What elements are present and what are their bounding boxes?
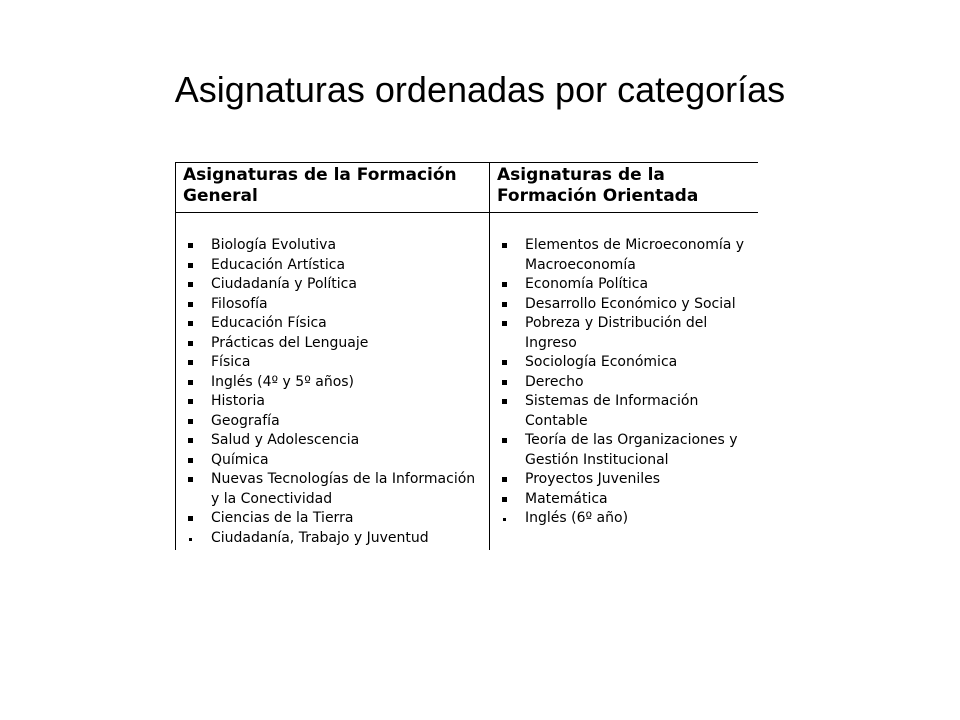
bullet-icon xyxy=(502,243,507,248)
general-column xyxy=(183,162,483,548)
bullet-icon xyxy=(189,538,192,541)
subject-label: Teoría de las Organizaciones y Gestión Institucional xyxy=(525,432,738,468)
list-item xyxy=(497,373,755,393)
subject-label: Inglés (4º y 5º años) xyxy=(211,373,355,390)
bullet-icon xyxy=(502,399,507,404)
bullet-icon xyxy=(188,321,193,326)
subject-label: Sistemas de Información Contable xyxy=(525,393,699,429)
subject-label: Pobreza y Distribución del Ingreso xyxy=(525,315,708,351)
list-item xyxy=(183,275,483,295)
list-item xyxy=(183,431,483,451)
list-item xyxy=(497,470,755,490)
bullet-icon xyxy=(188,458,193,463)
subject-label: Elementos de Microeconomía y Macroeconomía xyxy=(525,237,745,273)
general-subject-list xyxy=(183,236,483,548)
bullet-icon xyxy=(502,477,507,482)
oriented-subject-list xyxy=(497,236,755,529)
list-item xyxy=(497,431,755,470)
subject-label: Filosofía xyxy=(211,295,268,312)
bullet-icon xyxy=(502,380,507,385)
bullet-icon xyxy=(188,360,193,365)
bullet-icon xyxy=(188,399,193,404)
list-item xyxy=(497,314,755,353)
bullet-icon xyxy=(502,438,507,443)
list-item xyxy=(497,392,755,431)
list-item xyxy=(183,236,483,256)
subject-label: Derecho xyxy=(525,373,584,390)
column-divider xyxy=(489,162,490,550)
table-left-border xyxy=(175,162,176,550)
list-item xyxy=(183,295,483,315)
subject-label: Desarrollo Económico y Social xyxy=(525,295,736,312)
bullet-icon xyxy=(188,380,193,385)
subject-label: Sociología Económica xyxy=(525,354,678,370)
list-item xyxy=(183,529,483,549)
subject-label: Educación Física xyxy=(211,315,327,331)
subject-label: Biología Evolutiva xyxy=(211,237,337,253)
list-item xyxy=(183,314,483,334)
list-item xyxy=(497,275,755,295)
subject-label: Economía Política xyxy=(525,276,649,292)
bullet-icon xyxy=(188,438,193,443)
bullet-icon xyxy=(502,360,507,365)
subject-label: Proyectos Juveniles xyxy=(525,471,661,487)
subject-label: Ciudadanía, Trabajo y Juventud xyxy=(211,529,429,546)
subject-label: Geografía xyxy=(211,412,280,429)
bullet-icon xyxy=(188,263,193,268)
subject-label: Salud y Adolescencia xyxy=(211,432,360,448)
list-item xyxy=(497,236,755,275)
subject-label: Ciudadanía y Política xyxy=(211,276,357,292)
bullet-icon xyxy=(502,321,507,326)
subject-label: Inglés (6º año) xyxy=(525,510,629,526)
bullet-icon xyxy=(188,282,193,287)
list-item xyxy=(183,451,483,471)
bullet-icon xyxy=(502,282,507,287)
bullet-icon xyxy=(502,302,507,307)
list-item xyxy=(497,490,755,510)
slide-title: Asignaturas ordenadas por categorías xyxy=(174,69,786,110)
bullet-icon xyxy=(188,419,193,424)
list-item xyxy=(183,373,483,393)
oriented-column xyxy=(497,162,755,529)
list-item xyxy=(183,509,483,529)
list-item xyxy=(183,470,483,509)
bullet-icon xyxy=(503,518,506,521)
subject-label: Nuevas Tecnologías de la Información y la Conectividad xyxy=(211,471,476,507)
list-item xyxy=(183,392,483,412)
list-item xyxy=(497,509,755,529)
subject-label: Ciencias de la Tierra xyxy=(211,510,354,526)
general-column-header: Asignaturas de la Formación General xyxy=(183,165,457,206)
subjects-table xyxy=(175,162,758,550)
bullet-icon xyxy=(188,477,193,482)
bullet-icon xyxy=(188,516,193,521)
subject-label: Historia xyxy=(211,393,265,409)
list-item xyxy=(497,353,755,373)
list-item xyxy=(183,353,483,373)
subject-label: Física xyxy=(211,354,251,370)
subject-label: Matemática xyxy=(525,490,608,507)
list-item xyxy=(183,412,483,432)
subject-label: Educación Artística xyxy=(211,256,346,273)
bullet-icon xyxy=(188,302,193,307)
list-item xyxy=(183,334,483,354)
list-item xyxy=(183,256,483,276)
oriented-column-header: Asignaturas de la Formación Orientada xyxy=(497,165,699,206)
list-item xyxy=(497,295,755,315)
subject-label: Química xyxy=(211,451,269,468)
bullet-icon xyxy=(188,341,193,346)
bullet-icon xyxy=(502,497,507,502)
bullet-icon xyxy=(188,243,193,248)
subject-label: Prácticas del Lenguaje xyxy=(211,334,369,351)
